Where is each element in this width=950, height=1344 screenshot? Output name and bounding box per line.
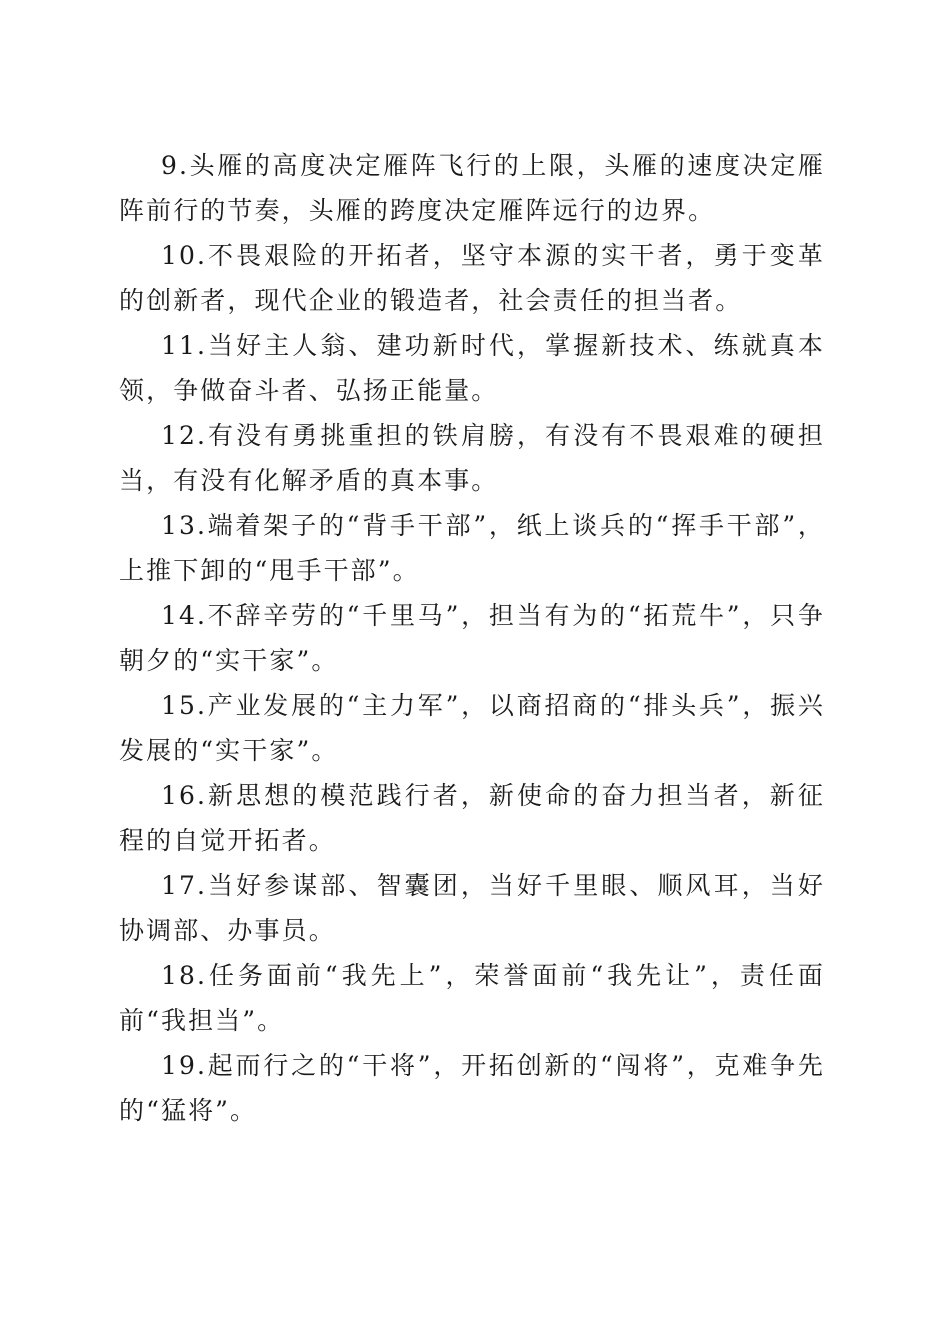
paragraph-19: 19.起而行之的“干将”，开拓创新的“闯将”，克难争先的“猛将”。 [119,1051,825,1125]
paragraph-10: 10.不畏艰险的开拓者，坚守本源的实干者，勇于变革的创新者，现代企业的锻造者，社会责任的担当者。 [119,241,825,315]
paragraph-9: 9.头雁的高度决定雁阵飞行的上限，头雁的速度决定雁阵前行的节奏，头雁的跨度决定雁阵远行的边界。 [119,151,825,225]
paragraph-13: 13.端着架子的“背手干部”，纸上谈兵的“挥手干部”，上推下卸的“甩手干部”。 [119,511,825,585]
paragraph-17: 17.当好参谋部、智囊团，当好千里眼、顺风耳，当好协调部、办事员。 [119,871,825,945]
paragraph-18: 18.任务面前“我先上”，荣誉面前“我先让”，责任面前“我担当”。 [119,961,825,1035]
paragraph-15: 15.产业发展的“主力军”，以商招商的“排头兵”，振兴发展的“实干家”。 [119,691,825,765]
paragraph-14: 14.不辞辛劳的“千里马”，担当有为的“拓荒牛”，只争朝夕的“实干家”。 [119,601,825,675]
paragraph-16: 16.新思想的模范践行者，新使命的奋力担当者，新征程的自觉开拓者。 [119,781,825,855]
paragraph-11: 11.当好主人翁、建功新时代，掌握新技术、练就真本领，争做奋斗者、弘扬正能量。 [119,331,825,405]
paragraph-12: 12.有没有勇挑重担的铁肩膀，有没有不畏艰难的硬担当，有没有化解矛盾的真本事。 [119,421,825,495]
document-body [119,143,825,1133]
